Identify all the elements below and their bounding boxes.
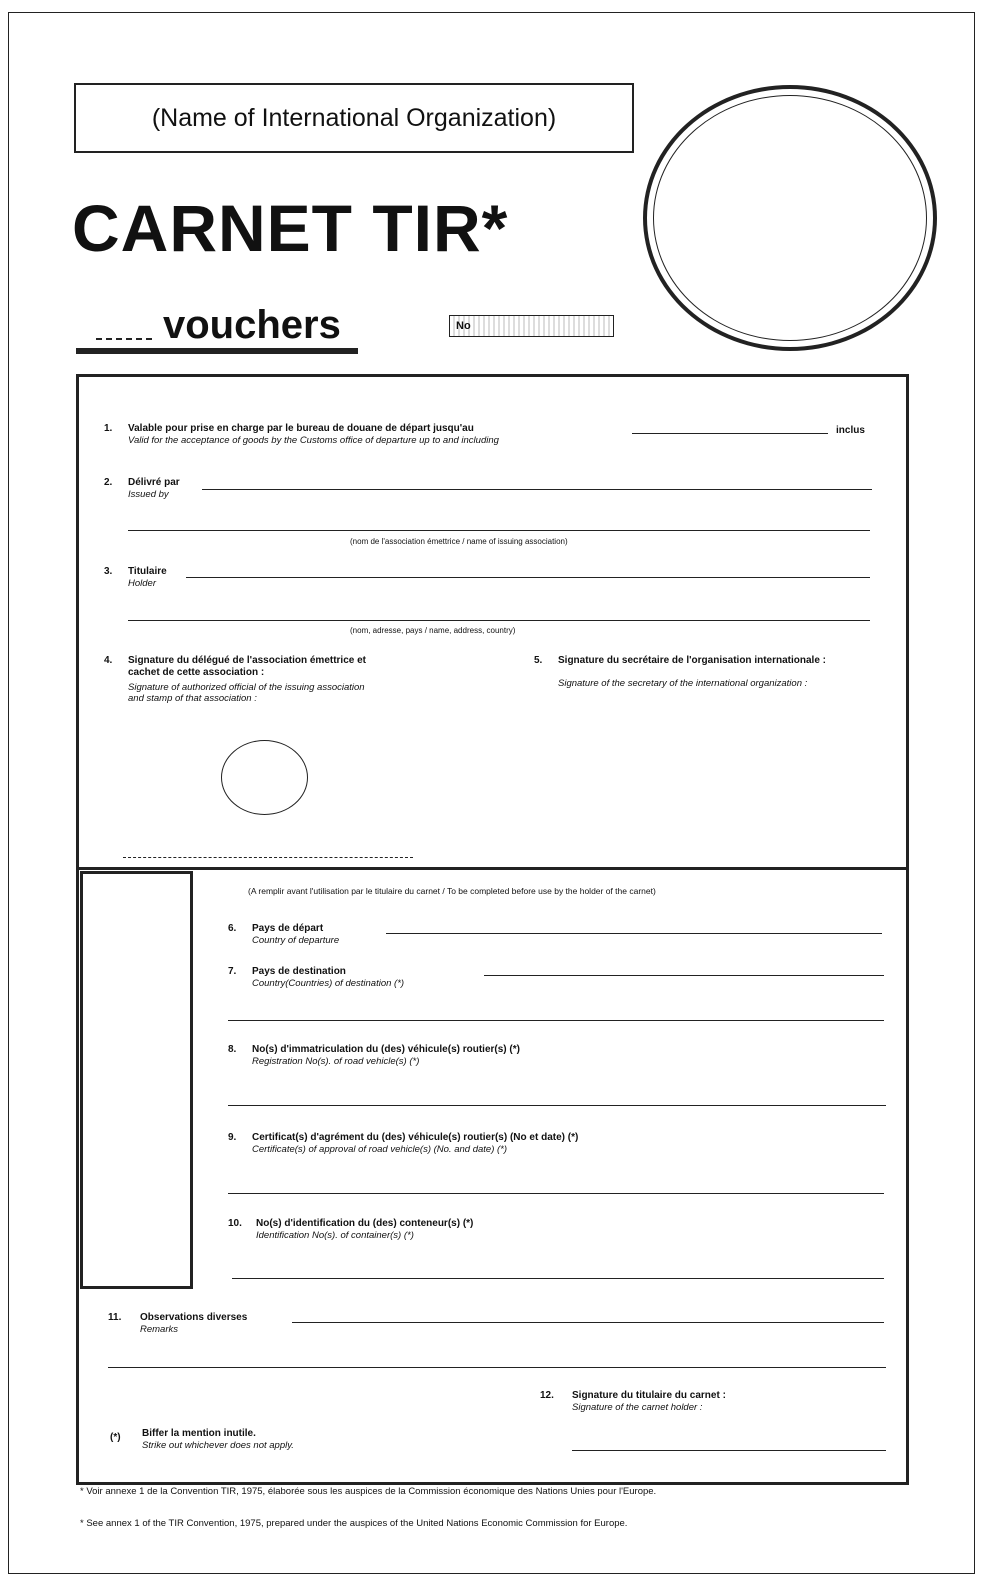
item-12-number: 12. [540, 1390, 554, 1401]
item-2-field-line-1[interactable] [202, 489, 872, 490]
item-9-number: 9. [228, 1132, 237, 1143]
item-10-field[interactable] [232, 1278, 884, 1279]
strike-note-fr: Biffer la mention inutile. [142, 1428, 256, 1439]
stamp-seal-circle [643, 85, 937, 351]
item-11-field-line-2[interactable] [108, 1367, 886, 1368]
item-2-caption: (nom de l'association émettrice / name of issuing association) [350, 537, 568, 546]
vouchers-count-blank[interactable] [96, 338, 152, 340]
item-9-field[interactable] [228, 1193, 884, 1194]
item-10-number: 10. [228, 1218, 242, 1229]
item-12-signature-line[interactable] [572, 1450, 886, 1451]
item-6-number: 6. [228, 923, 237, 934]
item-9-label-fr: Certificat(s) d'agrément du (des) véhicule(s) routier(s) (No et date) (*) [252, 1132, 579, 1143]
item-7-label-fr: Pays de destination [252, 966, 346, 977]
notice-badge-text: No [456, 320, 471, 332]
item-12-label-en: Signature of the carnet holder : [572, 1402, 703, 1413]
item-8-number: 8. [228, 1044, 237, 1055]
strike-note-mark: (*) [110, 1432, 121, 1443]
item-2-label-en: Issued by [128, 489, 169, 500]
side-column-box [80, 871, 193, 1289]
item-3-label-fr: Titulaire [128, 566, 167, 577]
item-4-label-fr: Signature du délégué de l'association émettrice et cachet de cette association : [128, 655, 366, 678]
item-3-field-line-2[interactable] [128, 620, 870, 621]
item-3-number: 3. [104, 566, 113, 577]
item-1-label-en: Valid for the acceptance of goods by the Customs office of departure up to and including [128, 435, 499, 446]
item-11-label-fr: Observations diverses [140, 1312, 248, 1323]
footnote-en: * See annex 1 of the TIR Convention, 1975, prepared under the auspices of the United Nations Economic Commission for Europe. [80, 1518, 628, 1529]
vouchers-underline [76, 348, 358, 354]
item-2-number: 2. [104, 477, 113, 488]
item-1-label-fr: Valable pour prise en charge par le bureau de douane de départ jusqu'au [128, 423, 474, 434]
vouchers-label: vouchers [163, 303, 341, 347]
item-5-number: 5. [534, 655, 543, 666]
item-1-date-field[interactable] [632, 433, 828, 434]
item-4-label-en: Signature of authorized official of the issuing association and stamp of that association : [128, 682, 365, 704]
item-6-label-en: Country of departure [252, 935, 340, 946]
item-4-number: 4. [104, 655, 113, 666]
item-10-label-en: Identification No(s). of container(s) (*) [256, 1230, 414, 1241]
item-12-label-fr: Signature du titulaire du carnet : [572, 1390, 726, 1401]
holder-note: (A remplir avant l'utilisation par le titulaire du carnet / To be completed before use by the holder of the carnet) [248, 886, 656, 896]
item-5-label-fr: Signature du secrétaire de l'organisation internationale : [558, 655, 826, 666]
organization-name: (Name of International Organization) [151, 103, 557, 132]
item-11-field-line-1[interactable] [292, 1322, 884, 1323]
footnote-fr: * Voir annexe 1 de la Convention TIR, 1975, élaborée sous les auspices de la Commission économique des Nations Unies pour l'Europe. [80, 1486, 657, 1497]
item-4-signature-line[interactable] [123, 857, 413, 858]
item-8-label-en: Registration No(s). of road vehicle(s) (*) [252, 1056, 420, 1067]
item-3-field-line-1[interactable] [186, 577, 870, 578]
item-7-number: 7. [228, 966, 237, 977]
item-9-label-en: Certificate(s) of approval of road vehicle(s) (No. and date) (*) [252, 1144, 508, 1155]
item-7-label-en: Country(Countries) of destination (*) [252, 978, 405, 989]
item-8-label-fr: No(s) d'immatriculation du (des) véhicule(s) routier(s) (*) [252, 1044, 520, 1055]
item-1-suffix: inclus [836, 425, 865, 436]
item-1-number: 1. [104, 423, 113, 434]
item-3-caption: (nom, adresse, pays / name, address, country) [350, 626, 516, 635]
item-7-field-line-1[interactable] [484, 975, 884, 976]
item-11-number: 11. [108, 1312, 122, 1323]
organization-name-box [74, 83, 634, 153]
item-7-field-line-2[interactable] [228, 1020, 884, 1021]
item-2-label-fr: Délivré par [128, 477, 180, 488]
item-6-field[interactable] [386, 933, 882, 934]
notice-badge [449, 315, 614, 337]
item-2-field-line-2[interactable] [128, 530, 870, 531]
document-title: CARNET TIR* [72, 191, 509, 265]
holder-section [76, 867, 909, 1485]
strike-note-en: Strike out whichever does not apply. [142, 1440, 294, 1451]
item-5-label-en: Signature of the secretary of the international organization : [558, 678, 808, 689]
item-3-label-en: Holder [128, 578, 156, 589]
issuance-section [76, 374, 909, 870]
item-8-field[interactable] [228, 1105, 886, 1106]
item-6-label-fr: Pays de départ [252, 923, 324, 934]
item-10-label-fr: No(s) d'identification du (des) conteneur(s) (*) [256, 1218, 474, 1229]
association-stamp-circle [221, 740, 308, 815]
item-11-label-en: Remarks [140, 1324, 179, 1335]
